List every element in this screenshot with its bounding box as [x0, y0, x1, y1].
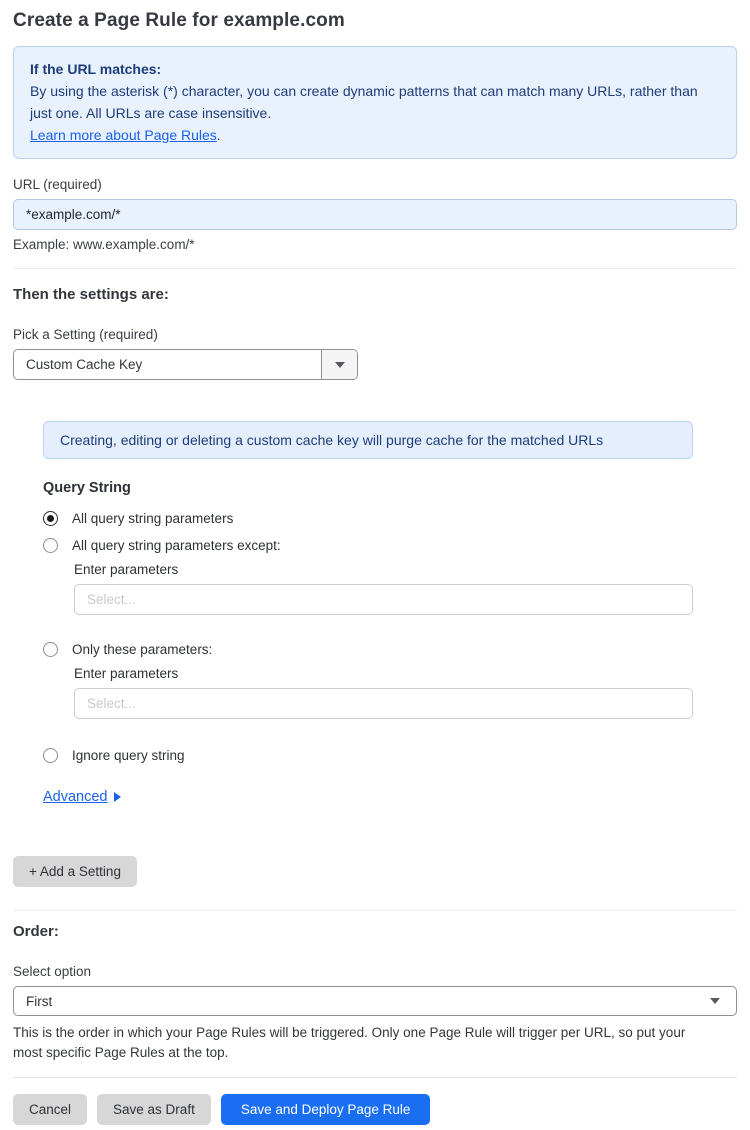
radio-button-icon[interactable] — [43, 748, 58, 763]
settings-heading: Then the settings are: — [13, 286, 169, 303]
save-as-draft-button[interactable]: Save as Draft — [97, 1094, 211, 1125]
order-select[interactable] — [13, 986, 737, 1016]
radio-button-icon[interactable] — [43, 642, 58, 657]
query-string-heading: Query String — [43, 480, 131, 496]
except-params-group — [74, 562, 693, 615]
add-setting-button[interactable]: + Add a Setting — [13, 856, 137, 887]
url-field-label: URL (required) — [13, 177, 102, 192]
divider — [13, 910, 737, 911]
learn-more-link[interactable]: Learn more about Page Rules — [30, 127, 217, 143]
chevron-right-icon — [114, 792, 121, 802]
radio-all-query-params[interactable] — [43, 511, 693, 526]
radio-label: Only these parameters: — [72, 642, 213, 657]
info-box-body: By using the asterisk (*) character, you can create dynamic patterns that can match many URLs, rather than just one. All URLs are case insensitive. — [30, 83, 698, 121]
url-match-info-box — [13, 46, 737, 159]
advanced-link[interactable]: Advanced — [43, 789, 108, 805]
url-example-helper: Example: www.example.com/* — [13, 237, 195, 252]
url-input[interactable] — [13, 199, 737, 230]
link-suffix: . — [216, 127, 221, 143]
radio-label: All query string parameters except: — [72, 538, 281, 553]
radio-only-these-params[interactable] — [43, 642, 693, 657]
setting-dropdown-button[interactable] — [321, 350, 357, 379]
info-box-heading: If the URL matches: — [30, 61, 162, 77]
pick-setting-label: Pick a Setting (required) — [13, 327, 158, 342]
enter-parameters-label: Enter parameters — [74, 666, 179, 681]
order-select-label: Select option — [13, 964, 92, 979]
setting-dropdown[interactable] — [13, 349, 358, 380]
cancel-button[interactable]: Cancel — [13, 1094, 87, 1125]
radio-button-selected-icon[interactable] — [43, 511, 58, 526]
divider — [13, 268, 737, 269]
only-params-group — [74, 666, 693, 719]
add-setting-row — [13, 856, 737, 887]
footer-actions — [13, 1077, 737, 1125]
only-parameters-input[interactable] — [74, 688, 693, 719]
setting-options-panel — [13, 421, 737, 806]
info-box-link-row — [30, 124, 720, 146]
advanced-toggle[interactable] — [43, 789, 121, 805]
except-parameters-input[interactable] — [74, 584, 693, 615]
radio-label: All query string parameters — [72, 511, 234, 526]
radio-all-params-except[interactable] — [43, 538, 693, 553]
order-select-value: First — [26, 993, 53, 1009]
radio-ignore-query-string[interactable] — [43, 748, 693, 763]
order-helper-text: This is the order in which your Page Rules will be triggered. Only one Page Rule will trigger per URL, so put your most specific Page Rules at the top. — [13, 1025, 686, 1060]
page-title: Create a Page Rule for example.com — [13, 10, 345, 31]
radio-label: Ignore query string — [72, 748, 185, 763]
order-heading: Order: — [13, 923, 59, 940]
setting-dropdown-value: Custom Cache Key — [26, 357, 143, 372]
enter-parameters-label: Enter parameters — [74, 562, 179, 577]
radio-button-icon[interactable] — [43, 538, 58, 553]
save-and-deploy-button[interactable]: Save and Deploy Page Rule — [221, 1094, 431, 1125]
chevron-down-icon — [710, 998, 720, 1004]
cache-purge-notice: Creating, editing or deleting a custom cache key will purge cache for the matched URLs — [43, 421, 693, 459]
chevron-down-icon — [335, 362, 345, 368]
